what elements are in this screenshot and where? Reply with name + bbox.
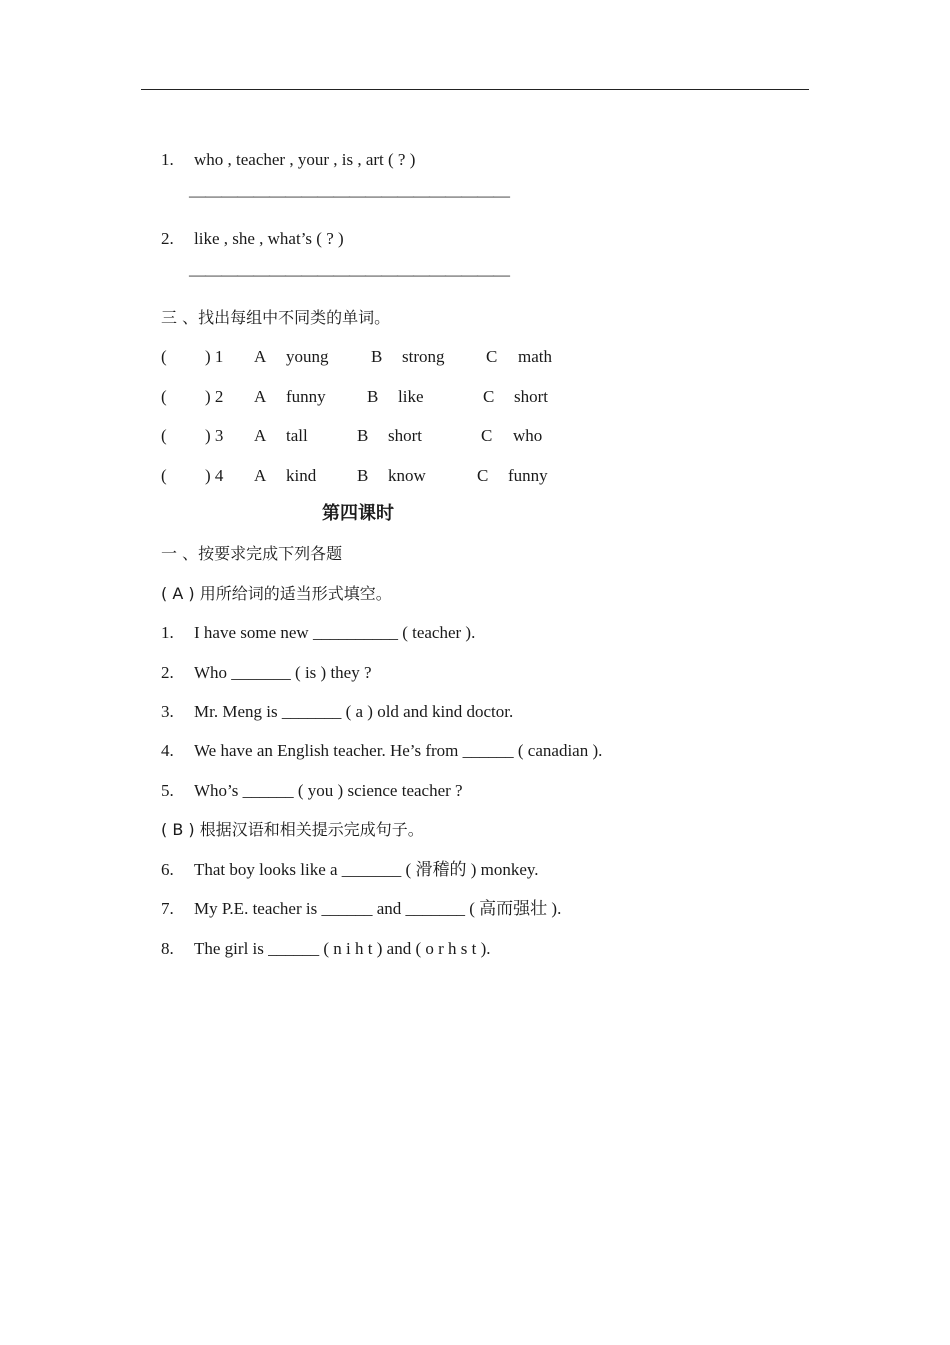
question-number: 2. <box>161 663 174 682</box>
reorder-question: who , teacher , your , is , art ( ? ) <box>194 150 416 169</box>
row-number: ) 2 <box>205 387 224 406</box>
question-number: 1. <box>161 623 174 642</box>
open-paren: ( <box>161 347 167 366</box>
row-number: ) 1 <box>205 347 224 366</box>
open-paren: ( <box>161 466 167 485</box>
reorder-question: like , she , what’s ( ? ) <box>194 229 344 248</box>
option-letter: C <box>486 347 498 366</box>
option-word: who <box>513 426 543 445</box>
fill-in-question: Who’s ______ ( you ) science teacher ? <box>194 781 463 800</box>
fill-in-question: We have an English teacher. He’s from ______ ( canadian ). <box>194 741 603 760</box>
question-number: 8. <box>161 939 174 958</box>
part-b-label: ( B ) 根据汉语和相关提示完成句子。 <box>161 820 424 839</box>
part-a-label: ( A ) 用所给词的适当形式填空。 <box>161 584 392 603</box>
option-word: short <box>388 426 422 445</box>
option-letter: B <box>367 387 379 406</box>
option-word: funny <box>286 387 326 406</box>
option-letter: B <box>371 347 383 366</box>
fill-in-question: Mr. Meng is _______ ( a ) old and kind doctor. <box>194 702 514 721</box>
option-letter: B <box>357 466 369 485</box>
section-heading: 一 、按要求完成下列各题 <box>161 544 343 563</box>
option-letter: A <box>254 387 267 406</box>
open-paren: ( <box>161 387 167 406</box>
option-letter: A <box>254 347 267 366</box>
question-number: 4. <box>161 741 174 760</box>
answer-line: ———————————————————— <box>189 186 509 205</box>
fill-in-question: I have some new __________ ( teacher ). <box>194 623 476 642</box>
question-number: 1. <box>161 150 174 169</box>
option-letter: C <box>477 466 489 485</box>
question-number: 7. <box>161 899 174 918</box>
fill-in-question: Who _______ ( is ) they ? <box>194 663 372 682</box>
answer-line: ———————————————————— <box>189 265 509 284</box>
option-letter: C <box>481 426 493 445</box>
row-number: ) 4 <box>205 466 224 485</box>
option-letter: B <box>357 426 369 445</box>
question-number: 3. <box>161 702 174 721</box>
fill-in-question: The girl is ______ ( n i h t ) and ( o r h s t ). <box>194 939 491 958</box>
fill-in-question: My P.E. teacher is ______ and _______ ( 高而强壮 ). <box>194 899 562 918</box>
option-letter: A <box>254 426 267 445</box>
option-word: kind <box>286 466 317 485</box>
option-word: know <box>388 466 426 485</box>
section-heading: 三 、找出每组中不同类的单词。 <box>161 308 391 327</box>
option-word: strong <box>402 347 445 366</box>
option-word: young <box>286 347 329 366</box>
question-number: 2. <box>161 229 174 248</box>
header-rule <box>141 89 809 90</box>
question-number: 5. <box>161 781 174 800</box>
option-word: funny <box>508 466 548 485</box>
option-word: tall <box>286 426 308 445</box>
lesson-title: 第四课时 <box>322 503 394 524</box>
fill-in-question: That boy looks like a _______ ( 滑稽的 ) monkey. <box>194 860 539 879</box>
row-number: ) 3 <box>205 426 224 445</box>
question-number: 6. <box>161 860 174 879</box>
option-letter: C <box>483 387 495 406</box>
option-letter: A <box>254 466 267 485</box>
option-word: short <box>514 387 548 406</box>
open-paren: ( <box>161 426 167 445</box>
option-word: math <box>518 347 552 366</box>
option-word: like <box>398 387 424 406</box>
